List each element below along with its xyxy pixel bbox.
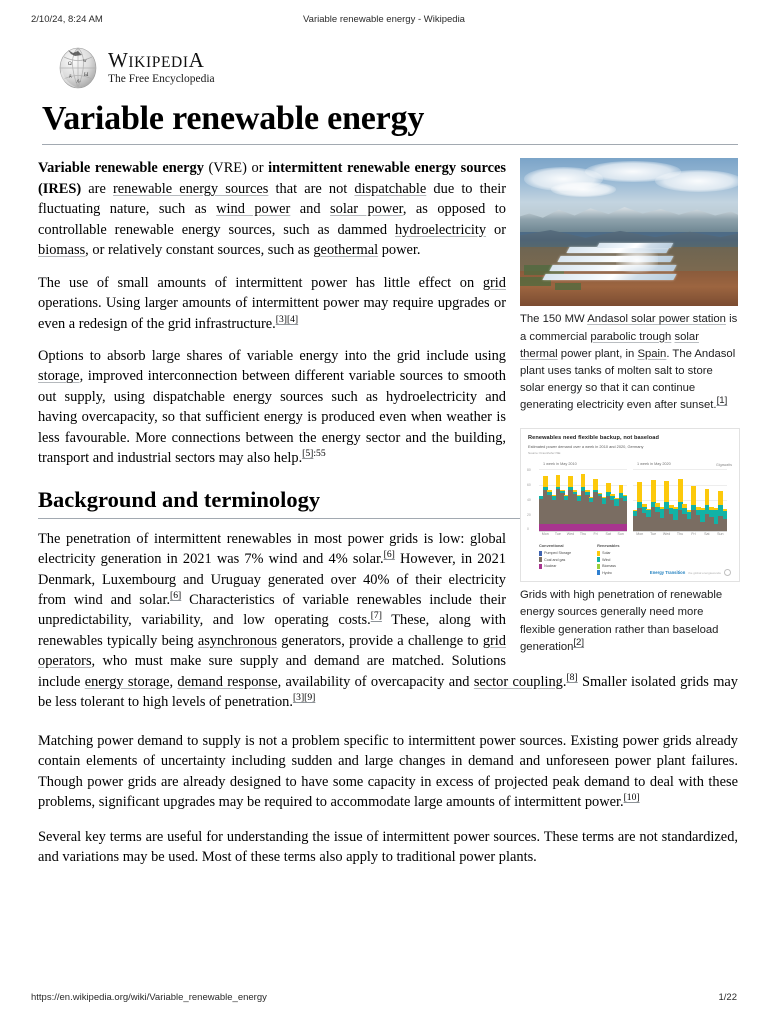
- chart-source: Source: Fraunhofer ISE: [528, 451, 561, 456]
- chart-legend-label: Nuclear: [544, 564, 557, 569]
- chart-xtick: Mon: [636, 532, 644, 537]
- body-text: or: [486, 221, 506, 238]
- chart-title: Renewables need flexible backup, not baseload: [528, 435, 660, 442]
- chart-legend-swatch: [597, 564, 600, 569]
- wikipedia-brand: [56, 44, 738, 94]
- reference-3-9[interactable]: [293, 692, 315, 703]
- paragraph-key-terms: Several key terms are useful for understanding the issue of intermittent power sources. These terms are not standardized, and variations may be used. Most of these terms also apply to traditional power plants.: [38, 828, 738, 865]
- article-page: [38, 44, 738, 881]
- link-dispatchable[interactable]: dispatchable: [354, 180, 427, 197]
- chart-gridline: [633, 469, 727, 470]
- chart-legend-item: [597, 570, 620, 575]
- chart-segment-solar: [581, 474, 586, 487]
- article-body: [38, 158, 738, 867]
- chart-legend-item: [539, 557, 571, 562]
- paragraph-matching-demand: [38, 731, 738, 813]
- article-full-width-section: [38, 725, 738, 868]
- print-page-number: 1/22: [718, 992, 737, 1003]
- creative-commons-icon: [724, 569, 731, 576]
- reference-page: :55: [313, 448, 326, 460]
- caption-text: is a commercial: [520, 313, 738, 343]
- body-text: , or relatively constant sources, such as: [85, 242, 314, 259]
- body-text: (VRE) or: [203, 160, 269, 177]
- chart-ytick: 80: [527, 468, 531, 473]
- chart-xtick: Sun: [717, 532, 724, 537]
- chart-legend-label: Biomass: [602, 564, 616, 569]
- chart-segment-solar: [543, 476, 548, 487]
- link-geothermal[interactable]: geothermal: [313, 242, 379, 259]
- link-sector-coupling[interactable]: sector coupling: [473, 673, 563, 690]
- chart-legend-heading: Conventional: [539, 543, 564, 549]
- chart-segment-solar: [705, 489, 710, 505]
- body-text: , improved interconnection between different variable sources to smooth out supply, using dispatchable energy sources such as hydroelectricity and having overcapacity, so that sufficient energy is produced even when weather is less favourable. More connections between the energy sector and the building, transport and industrial sectors may also help.: [38, 368, 506, 467]
- link-hydroelectricity[interactable]: hydroelectricity: [394, 221, 487, 238]
- chart-xtick: Sat: [605, 532, 611, 537]
- chart-xtick: Thu: [676, 532, 684, 537]
- caption-link-spain[interactable]: Spain: [637, 347, 667, 360]
- body-text: are: [81, 180, 113, 197]
- link-grid[interactable]: grid: [482, 274, 506, 291]
- chart-segment-solar: [718, 491, 723, 505]
- caption-link-solar-thermal[interactable]: solar thermal: [520, 330, 699, 360]
- chart-panel-label-2010: 1 week in May 2010: [543, 462, 577, 467]
- chart-brand-tagline: the global energiewende: [688, 570, 721, 575]
- lead-term-ires: intermittent renewable energy sources (IRES): [38, 160, 506, 197]
- photo-sun-glare: [616, 247, 658, 273]
- chart-stack-column: [723, 509, 727, 531]
- svg-text:Ω: Ω: [68, 62, 72, 67]
- svg-text:д: д: [69, 74, 72, 79]
- body-text: Smaller isolated grids may be less tolerant to high levels of penetration.: [38, 673, 738, 711]
- reference-link[interactable]: [8]: [566, 671, 578, 683]
- chart-brand-name: Energy Transition: [649, 570, 686, 576]
- chart-legend-swatch: [539, 557, 542, 562]
- chart-segment-solar: [619, 485, 624, 493]
- chart-xtick: Thu: [579, 532, 587, 537]
- reference-6b[interactable]: [170, 590, 181, 601]
- chart-segment-coalgas: [723, 519, 727, 531]
- figure-caption-andasol: [520, 306, 738, 414]
- reference-link[interactable]: [4]: [286, 313, 299, 325]
- svg-text:ル: ル: [76, 80, 82, 85]
- chart-legend-item: [597, 557, 620, 562]
- chart-legend-swatch: [539, 564, 542, 569]
- chart-segment-nuclear: [623, 524, 627, 531]
- body-text: Matching power demand to supply is not a problem specific to intermittent power sources. Existing power grids already contain elements of uncertainty including sudden and large changes in demand and unforeseen power plant failures. Though power grids are already designed to have some capacity in excess of projected peak demand to deal with these problems, significant upgrades may be required to accommodate large amounts of intermittent power.: [38, 732, 738, 811]
- link-renewable-energy-sources[interactable]: renewable energy sources: [112, 180, 269, 197]
- print-header: [0, 14, 768, 28]
- chart-segment-coalgas: [623, 501, 627, 524]
- chart-legend-label: Pumped Storage: [544, 551, 572, 556]
- reference-link[interactable]: [1]: [716, 395, 728, 407]
- reference-link[interactable]: [10]: [623, 792, 640, 804]
- chart-segment-solar: [606, 483, 611, 492]
- figure-andasol: [520, 158, 738, 414]
- svg-text:w: w: [83, 59, 87, 64]
- body-text: .: [562, 673, 567, 690]
- chart-segment-solar: [593, 479, 598, 489]
- section-heading-background: Background and terminology: [38, 487, 738, 519]
- body-text: and: [290, 201, 331, 218]
- link-solar-power[interactable]: solar power: [330, 201, 403, 218]
- caption-link-andasol[interactable]: Andasol solar power station: [587, 313, 726, 326]
- chart-xtick: Wed: [662, 532, 671, 537]
- body-text: due to their fluctuating nature, such as: [38, 180, 506, 218]
- reference-link[interactable]: [6]: [383, 549, 395, 561]
- chart-legend-item: [597, 551, 620, 556]
- renewables-flexible-backup-chart: [520, 428, 740, 582]
- print-url: https://en.wikipedia.org/wiki/Variable_renewable_energy: [31, 992, 267, 1003]
- reference-link[interactable]: [5]: [302, 448, 314, 460]
- link-demand-response[interactable]: demand response: [177, 673, 278, 690]
- wikipedia-globe-icon: [56, 45, 100, 93]
- body-text: generators, provide a challenge to: [277, 632, 483, 649]
- chart-segment-solar: [664, 481, 669, 502]
- wordmark-w: W: [108, 48, 129, 73]
- wordmark-a: A: [188, 48, 205, 73]
- caption-text: Grids with high penetration of renewable energy sources generally need more flexible generation rather than baseload generation: [520, 589, 723, 653]
- chart-legend-label: Wind: [602, 557, 611, 562]
- chart-xtick: Fri: [593, 532, 598, 537]
- body-text: , who must make sure supply and demand are matched. Solutions include: [38, 653, 506, 690]
- caption-link-parabolic-trough[interactable]: parabolic trough: [590, 330, 672, 343]
- chart-segment-wind: [723, 511, 727, 519]
- photo-solar-array-row: [542, 274, 676, 280]
- chart-legend: [539, 543, 620, 576]
- reference-7[interactable]: [371, 611, 382, 622]
- chart-xaxis-2010: [539, 532, 627, 540]
- reference-6[interactable]: [384, 549, 395, 560]
- chart-ytick: 40: [527, 498, 531, 503]
- reference-link[interactable]: [3]: [292, 692, 305, 704]
- figure-column: [520, 158, 738, 670]
- reference-5[interactable]: [302, 448, 325, 459]
- wordmark-body: IKIPEDI: [128, 54, 189, 72]
- chart-legend-swatch: [597, 557, 600, 562]
- print-date: 2/10/24, 8:24 AM: [31, 14, 103, 25]
- lead-term-vre: Variable renewable energy: [38, 160, 204, 177]
- body-text: that are not: [268, 180, 355, 197]
- andasol-solar-power-station-photo: [520, 158, 738, 306]
- photo-cloud: [551, 182, 616, 197]
- body-text: Options to absorb large shares of variable energy into the grid include using: [38, 348, 506, 365]
- wikipedia-tagline: The Free Encyclopedia: [108, 73, 215, 86]
- reference-8[interactable]: [566, 672, 577, 683]
- body-text: Characteristics of variable renewables include their unpredictability, variability, and low operating costs.: [38, 591, 506, 629]
- caption-reference[interactable]: [717, 395, 728, 406]
- chart-segment-solar: [568, 476, 573, 488]
- chart-panel-label-2020: 1 week in May 2020: [637, 462, 671, 467]
- chart-stack-column: [623, 495, 627, 531]
- chart-xtick: Mon: [541, 532, 549, 537]
- print-footer: [0, 992, 768, 1006]
- chart-plot-2020: [633, 469, 727, 531]
- link-grid-operators[interactable]: grid operators: [38, 632, 506, 670]
- chart-legend-group: [539, 543, 571, 576]
- reference-3[interactable]: [276, 314, 298, 325]
- reference-10[interactable]: [624, 792, 640, 803]
- chart-legend-swatch: [539, 551, 542, 556]
- chart-segment-solar: [678, 479, 683, 501]
- chart-segment-solar: [637, 482, 642, 502]
- reference-link[interactable]: [3]: [275, 313, 287, 325]
- link-biomass[interactable]: biomass: [38, 242, 86, 259]
- chart-legend-group: [597, 543, 620, 576]
- chart-segment-solar: [651, 480, 656, 502]
- chart-legend-label: Solar: [602, 551, 611, 556]
- figure-chart: [520, 428, 738, 656]
- print-document-title: Variable renewable energy - Wikipedia: [303, 14, 465, 25]
- body-text: However, in 2021 Denmark, Luxembourg and Uruguay generated over 40% of their electricity from wind and solar.: [38, 551, 507, 608]
- chart-ytick: 0: [527, 527, 529, 532]
- chart-legend-item: [539, 551, 571, 556]
- body-text: , availability of overcapacity and: [277, 673, 474, 690]
- wikipedia-wordmark: [108, 50, 215, 71]
- link-wind-power[interactable]: wind power: [216, 201, 291, 218]
- chart-unit-label: Gigawatts: [716, 463, 732, 468]
- link-asynchronous[interactable]: asynchronous: [197, 632, 277, 649]
- figure-caption-chart: [520, 582, 738, 656]
- chart-brand: [650, 569, 731, 576]
- body-text: , as opposed to controllable renewable energy sources, such as dammed: [38, 201, 506, 238]
- chart-xtick: Sun: [617, 532, 624, 537]
- chart-gridline: [539, 469, 627, 470]
- reference-link[interactable]: [7]: [370, 610, 382, 622]
- chart-segment-solar: [691, 486, 696, 505]
- reference-link[interactable]: [2]: [573, 637, 585, 649]
- photo-farm-field: [555, 283, 581, 290]
- svg-text:Ы: Ы: [84, 73, 89, 78]
- chart-legend-item: [597, 564, 620, 569]
- link-storage[interactable]: storage: [38, 368, 80, 385]
- chart-segment-solar: [556, 475, 561, 487]
- caption-text: power plant, in: [557, 347, 638, 360]
- page-title: Variable renewable energy: [42, 100, 738, 145]
- body-text: The penetration of intermittent renewables in most power grids is low: global electricity generation in 2021 was 7% wind and 4% solar.: [38, 530, 506, 568]
- chart-xtick: Fri: [691, 532, 696, 537]
- body-text: operations. Using larger amounts of intermittent power may require upgrades or even a redesign of the grid infrastructure.: [38, 295, 506, 332]
- chart-legend-swatch: [597, 551, 600, 556]
- body-text: The use of small amounts of intermittent power has little effect on: [38, 274, 483, 291]
- chart-ytick: 60: [527, 483, 531, 488]
- chart-xaxis-2020: [633, 532, 727, 540]
- reference-link[interactable]: [9]: [304, 692, 316, 704]
- caption-text: The 150 MW: [520, 313, 588, 326]
- chart-subtitle: Estimated power demand over a week in 2010 and 2020, Germany: [528, 444, 644, 450]
- link-energy-storage[interactable]: energy storage: [84, 673, 170, 690]
- caption-text: . The Andasol plant uses tanks of molten salt to store solar energy so that it can continue generating electricity even after sunset.: [520, 347, 736, 412]
- chart-xtick: Tue: [554, 532, 561, 537]
- chart-plot-2010: [539, 469, 627, 531]
- chart-legend-item: [539, 564, 571, 569]
- body-text: power.: [378, 242, 421, 259]
- caption-reference[interactable]: [573, 637, 584, 648]
- chart-legend-label: Hydro: [602, 570, 612, 575]
- chart-xtick: Tue: [650, 532, 657, 537]
- chart-legend-label: Coal and gas: [544, 557, 566, 562]
- chart-xtick: Wed: [566, 532, 575, 537]
- reference-link[interactable]: [6]: [170, 590, 182, 602]
- body-text: ,: [169, 673, 178, 690]
- body-text: These, along with renewables typically being: [38, 612, 506, 649]
- chart-xtick: Sat: [704, 532, 710, 537]
- chart-ytick: 20: [527, 513, 531, 518]
- wikipedia-wordmark-group: [108, 50, 215, 86]
- chart-legend-heading: Renewables: [597, 543, 620, 549]
- chart-legend-swatch: [597, 570, 600, 575]
